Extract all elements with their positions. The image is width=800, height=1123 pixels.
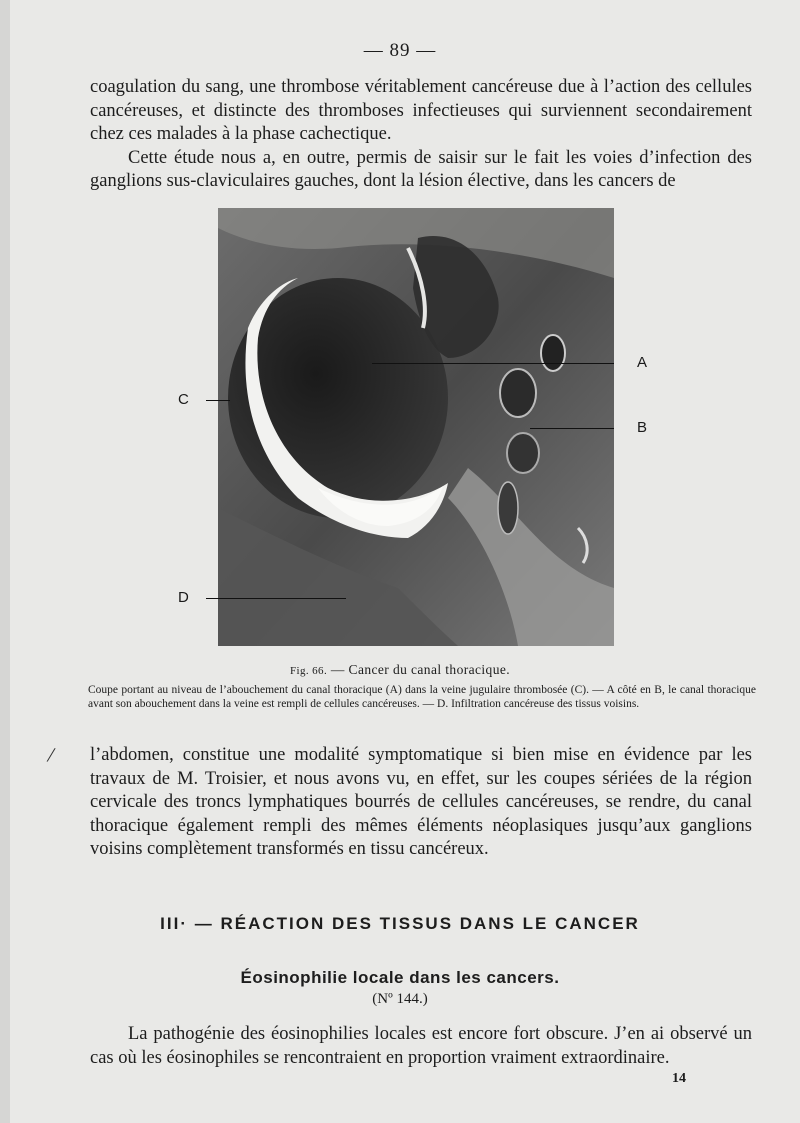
paragraph-1-start: coagulation du sang, une thrombose véritablement cancéreuse due à l’action des cellules cancéreuses, et distincte des thromboses infectieuses qui surviennent secondairement chez ces malades à la phase cachectique. xyxy=(90,77,752,144)
subsection-reference: (Nº 144.) xyxy=(372,991,428,1007)
paragraph-1-continued: Cette étude nous a, en outre, permis de saisir sur le fait les voies d’infection des ganglions sus-claviculaires gauches, dont la lésion élective, dans les cancers de xyxy=(90,147,752,191)
figure-label-d: D xyxy=(178,589,189,606)
figure-caption-title-text: — Cancer du canal thoracique. xyxy=(330,662,511,677)
figure-label-c: C xyxy=(178,391,189,408)
leader-line-b xyxy=(530,428,614,429)
paragraph-3 xyxy=(90,1023,752,1070)
paragraph-3-text: La pathogénie des éosinophilies locales est encore fort obscure. J’en ai observé un cas où les éosinophiles se rencontraient en proportion vraiment extraordinaire. xyxy=(90,1024,752,1068)
paragraph-1 xyxy=(90,76,752,194)
subsection-title: Éosinophilie locale dans les cancers. xyxy=(240,968,560,987)
figure-caption-prefix: Fig. 66. xyxy=(289,665,328,677)
figure-caption-title xyxy=(0,662,800,678)
paragraph-2: l’abdomen, constitue une modalité symptomatique si bien mise en évidence par les travaux de M. Troisier, et nous avons vu, en effet, sur les coupes sériées de la région cervicale des troncs lymphatiques bourrés de cellules cancéreuses, se rendre, du canal thoracique également rempli des mêmes éléments néoplasiques jusqu’aux ganglions voisins complètement transformés en tissu cancéreux. xyxy=(90,745,752,859)
leader-line-a xyxy=(372,363,614,364)
page-number: — 89 — xyxy=(363,40,437,61)
micrograph-figure xyxy=(218,208,614,646)
signature-mark: 14 xyxy=(672,1071,686,1086)
figure-caption-body: Coupe portant au niveau de l’abouchement du canal thoracique (A) dans la veine jugulaire thrombosée (C). — A côté en B, le canal thoracique avant son abouchement dans la veine est rempli de cellules cancéreuses. — D. Infiltration cancéreuse des tissus voisins. xyxy=(88,684,756,710)
leader-line-c xyxy=(206,400,230,401)
section-heading: III· — RÉACTION DES TISSUS DANS LE CANCER xyxy=(160,914,640,933)
margin-pencil-mark: / xyxy=(45,741,57,768)
figure-label-b: B xyxy=(637,419,648,436)
figure-label-a: A xyxy=(637,354,648,371)
micrograph-image xyxy=(218,208,614,646)
leader-line-d xyxy=(206,598,346,599)
